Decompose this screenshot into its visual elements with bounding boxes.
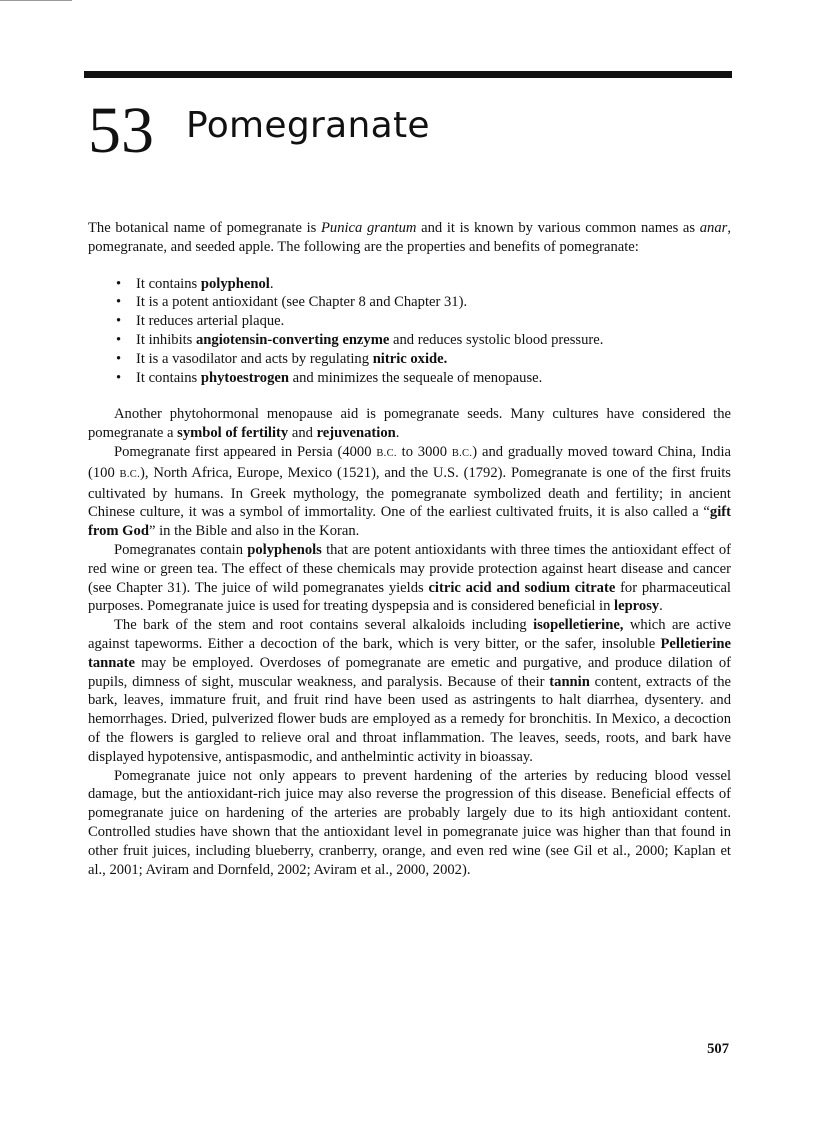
bullet-icon: •: [116, 313, 122, 330]
text-run: Another phytohormonal menopause aid is pomegranate seeds. Many cultures have considered the pomegranate a: [88, 406, 731, 442]
text-run: The botanical name of pomegranate is: [88, 220, 321, 236]
bold-term: rejuvenation: [316, 425, 396, 442]
bullet-icon: •: [116, 369, 122, 386]
page-corner-mark: [0, 0, 72, 1]
text-run: .: [395, 425, 400, 442]
page-number: 507: [707, 1041, 729, 1057]
list-item: [88, 275, 731, 294]
text-run: that are potent antioxidants with three times the antioxidant effect of red wine or green tea. The effect of these chemicals may provide protection against heart disease and cancer (see Chapter 31). The juice of wild pomegranates yields: [88, 541, 731, 596]
list-item: [88, 293, 731, 312]
paragraph: [88, 405, 731, 443]
text-run: It reduces arterial plaque.: [136, 313, 285, 330]
text-run: It contains: [136, 369, 201, 386]
text-run: It is a potent antioxidant (see Chapter 8 and Chapter 31).: [136, 294, 468, 311]
text-run: Pomegranates contain: [114, 541, 248, 558]
list-item: [88, 312, 731, 331]
bullet-icon: •: [116, 331, 122, 348]
bold-term: phytoestrogen: [200, 369, 289, 386]
list-item: [88, 369, 731, 388]
list-item: [88, 331, 731, 350]
text-run: content, extracts of the bark, leaves, immature fruit, and fruit rind have been used as astringents to halt diarrhea, dysentery. and hemorrhages. Dried, pulverized flower buds are employed as a remedy for bronchitis. In Mexico, a decoction of the flowers is gargled to relieve oral and throat inflammation. The leaves, seeds, roots, and bark have displayed hypotensive, antispasmodic, and anthelmintic activity in bioassay.: [88, 673, 731, 765]
bold-term: angiotensin-converting enzyme: [196, 331, 390, 348]
list-item: [88, 350, 731, 369]
chapter-title: Pomegranate: [186, 105, 430, 146]
text-run: B.C.: [451, 447, 473, 459]
text-run: to 3000: [396, 443, 452, 460]
text-run: .: [659, 598, 663, 615]
text-run: Pomegranate first appeared in Persia (4000: [114, 443, 377, 460]
text-run: It contains: [136, 275, 201, 292]
bold-term: tannin: [549, 673, 590, 690]
bold-term: Pelletierine tannate: [88, 635, 731, 671]
paragraph: [88, 767, 731, 880]
body-paragraphs: [88, 405, 731, 879]
bold-term: polyphenol: [200, 275, 270, 292]
bold-term: leprosy: [614, 598, 660, 615]
text-run: It is a vasodilator and acts by regulating: [136, 350, 373, 367]
paragraph: [88, 616, 731, 766]
text-run: ) and gradually moved toward China, India (100: [88, 443, 732, 481]
bullet-icon: •: [116, 350, 122, 367]
chapter-number: 53: [88, 94, 154, 167]
text-run: and: [288, 425, 317, 442]
text-run: , pomegranate, and seeded apple. The following are the properties and benefits of pomegranate:: [88, 220, 731, 255]
text-run: The bark of the stem and root contains several alkaloids including: [114, 617, 534, 634]
paragraph: [88, 541, 731, 616]
bullet-icon: •: [116, 275, 122, 292]
bold-term: isopelletierine,: [533, 617, 624, 634]
text-run: B.C.: [376, 447, 397, 459]
text-run: ” in the Bible and also in the Koran.: [148, 523, 360, 540]
bold-term: polyphenols: [247, 541, 322, 558]
bullet-icon: •: [116, 294, 122, 311]
chapter-rule: [84, 71, 732, 78]
text-run: and it is known by various common names as: [416, 220, 700, 236]
text-run: for pharmaceutical purposes. Pomegranate juice is used for treating dyspepsia and is considered beneficial in: [88, 579, 731, 615]
text-run: and minimizes the sequeale of menopause.: [288, 369, 543, 386]
chapter-body: [88, 219, 731, 879]
italic-term: Punica grantum: [320, 220, 417, 236]
paragraph: [88, 443, 731, 541]
text-run: may be employed. Overdoses of pomegranate are emetic and purgative, and produce dilation of pupils, dimness of sight, muscular weakness, and paralysis. Because of their: [88, 654, 731, 690]
bold-term: symbol of fertility: [177, 425, 289, 442]
text-run: ), North Africa, Europe, Mexico (1521), and the U.S. (1792). Pomegranate is one of the first fruits cultivated by humans. In Greek mythology, the pomegranate symbolized death and fertility; in ancient Chinese culture, it was a symbol of immortality. One of the earliest cultivated fruits, it is also called a “: [88, 464, 731, 521]
text-run: which are active against tapeworms. Either a decoction of the bark, which is very bitter, or the safer, insoluble: [88, 617, 732, 652]
bold-term: gift from God: [88, 504, 731, 540]
text-run: It inhibits: [136, 331, 196, 348]
text-run: .: [269, 275, 274, 292]
bold-term: nitric oxide.: [372, 350, 448, 367]
text-run: Pomegranate juice not only appears to prevent hardening of the arteries by reducing blood vessel damage, but the antioxidant-rich juice may also reverse the progression of this disease. Beneficial effects of pomegranate juice on hardening of the arteries are probably largely due to its high antioxidant content. Controlled studies have shown that the antioxidant level in pomegranate juice was higher than that found in other fruit juices, including blueberry, cranberry, orange, and even red wine (see Gil et al., 2000; Kaplan et al., 2001; Aviram and Dornfeld, 2002; Aviram et al., 2000, 2002).: [88, 767, 731, 878]
properties-list: [88, 275, 731, 388]
bold-term: citric acid and sodium citrate: [428, 579, 616, 596]
italic-term: anar: [699, 220, 728, 236]
text-run: and reduces systolic blood pressure.: [389, 331, 604, 348]
intro-paragraph: [88, 219, 731, 257]
text-run: B.C.: [119, 468, 141, 480]
